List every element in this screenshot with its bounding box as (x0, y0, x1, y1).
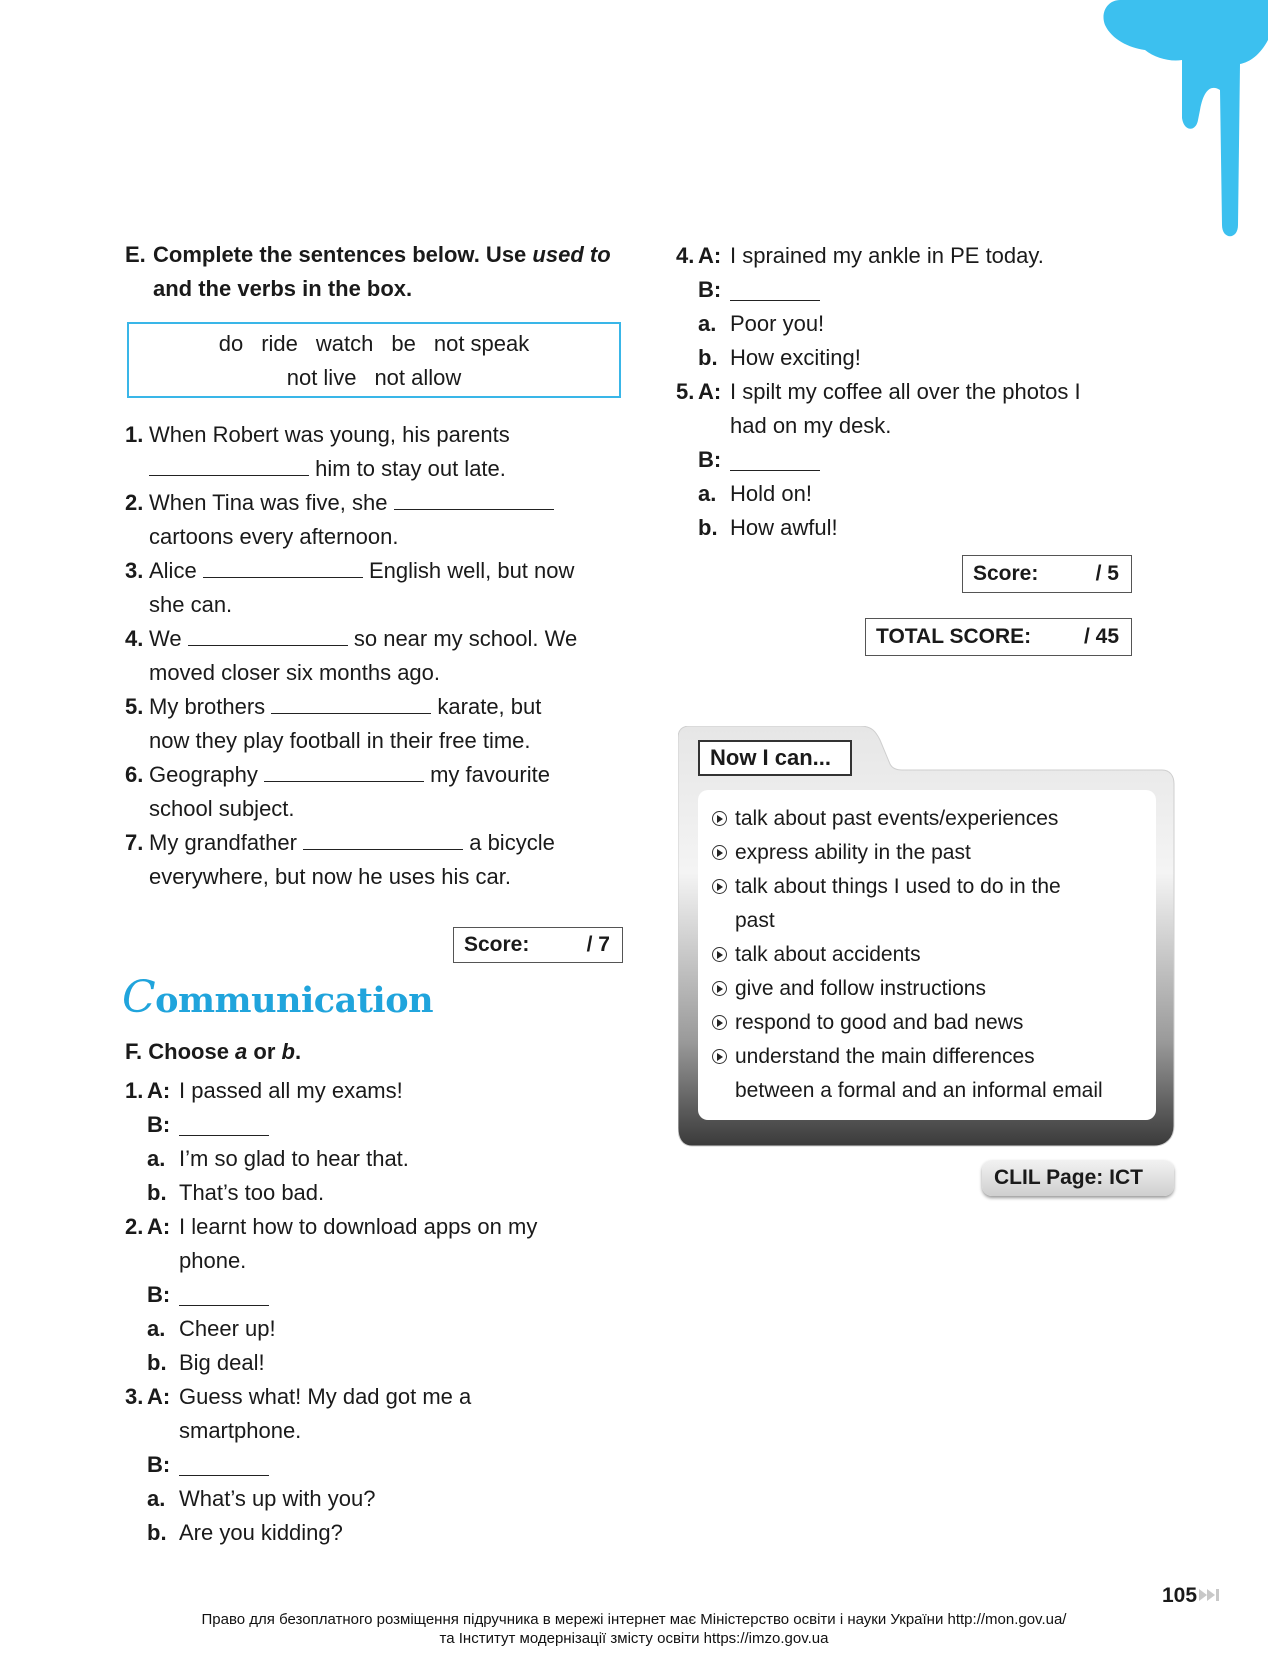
arrow-bullet-icon (712, 947, 727, 962)
can-do-text: understand the main differences (735, 1045, 1035, 1068)
footer-line-1: Право для безоплатного розміщення підручника в мережі інтернет має Міністерство освіти і науки України http://mon.gov.ua/ (201, 1611, 1067, 1628)
option-b-label: b. (147, 1180, 167, 1205)
item-number: 2. (125, 490, 144, 515)
option-a[interactable]: I’m so glad to hear that. (179, 1146, 409, 1171)
option-a-emphasis: a (235, 1039, 248, 1064)
answer-blank[interactable] (271, 693, 431, 714)
heading-initial: C (122, 972, 156, 1023)
speaker-a-line-2: had on my desk. (730, 413, 892, 438)
can-do-text: talk about accidents (735, 943, 921, 966)
item-number: 5. (125, 694, 144, 719)
item-number: 2. (125, 1214, 144, 1239)
instruction-text: Complete the sentences below. Use (153, 242, 533, 267)
speaker-a: A: (147, 1078, 171, 1103)
item-text: My grandfather (149, 830, 297, 855)
item-text: school subject. (149, 796, 295, 821)
can-do-text: respond to good and bad news (735, 1011, 1024, 1034)
speaker-a-line: I learnt how to download apps on my (179, 1214, 538, 1239)
exercise-item (125, 554, 645, 622)
option-b[interactable]: Big deal! (179, 1350, 265, 1375)
clil-page-tab[interactable]: CLIL Page: ICT (982, 1160, 1174, 1196)
option-a-label: a. (698, 311, 717, 336)
item-text: a bicycle (469, 830, 555, 855)
now-i-can-list (712, 802, 1172, 1108)
can-do-text: talk about past events/experiences (735, 807, 1059, 830)
can-do-item (712, 1040, 1172, 1108)
instruction-emphasis: used to (532, 242, 611, 267)
dialogue-list-left (125, 1074, 645, 1550)
can-do-item (712, 938, 1172, 972)
section-f-label: F. (125, 1039, 143, 1064)
answer-blank[interactable] (179, 1285, 269, 1306)
instruction-text: Choose (148, 1039, 236, 1064)
exercise-e-list (125, 418, 645, 894)
answer-blank[interactable] (730, 280, 820, 301)
speaker-a-line-2: phone. (179, 1248, 247, 1273)
section-e-instruction (125, 238, 645, 306)
speaker-a-line: Guess what! My dad got me a (179, 1384, 472, 1409)
item-text: Geography (149, 762, 258, 787)
word-box-row-2 (129, 361, 619, 395)
item-number: 1. (125, 1078, 144, 1103)
speaker-a: A: (698, 379, 722, 404)
paint-splash-decoration (1100, 0, 1268, 240)
option-a-label: a. (147, 1316, 166, 1341)
item-text: My brothers (149, 694, 266, 719)
item-number: 4. (125, 626, 144, 651)
item-text: my favourite (430, 762, 550, 787)
score-box-f (962, 555, 1132, 593)
item-number: 1. (125, 422, 144, 447)
dialogue-item (676, 239, 1146, 375)
speaker-b: B: (147, 1112, 171, 1137)
speaker-a: A: (147, 1384, 171, 1409)
can-do-item (712, 1006, 1172, 1040)
exercise-item (125, 486, 645, 554)
score-box-e (453, 927, 623, 963)
option-a[interactable]: What’s up with you? (179, 1486, 376, 1511)
arrow-bullet-icon (712, 879, 727, 894)
exercise-item (125, 758, 645, 826)
item-number: 3. (125, 558, 144, 583)
speaker-a-line: I spilt my coffee all over the photos I (730, 379, 1081, 404)
option-b[interactable]: How exciting! (730, 345, 861, 370)
item-text: moved closer six months ago. (149, 660, 441, 685)
item-text: When Robert was young, his parents (149, 422, 510, 447)
speaker-b: B: (147, 1452, 171, 1477)
option-b[interactable]: That’s too bad. (179, 1180, 325, 1205)
answer-blank[interactable] (149, 455, 309, 476)
option-a-label: a. (147, 1486, 166, 1511)
option-b[interactable]: Are you kidding? (179, 1520, 343, 1545)
item-number: 6. (125, 762, 144, 787)
speaker-a: A: (147, 1214, 171, 1239)
can-do-text: express ability in the past (735, 841, 971, 864)
answer-blank[interactable] (264, 761, 424, 782)
item-number: 3. (125, 1384, 144, 1409)
option-b-label: b. (698, 345, 718, 370)
speaker-b: B: (698, 277, 722, 302)
exercise-item (125, 690, 645, 758)
dialogue-list-right (676, 239, 1146, 545)
exercise-item (125, 826, 645, 894)
word: be (391, 331, 416, 356)
word-box (127, 322, 621, 398)
dialogue-item (125, 1074, 645, 1210)
arrow-bullet-icon (712, 845, 727, 860)
answer-blank[interactable] (179, 1115, 269, 1136)
option-b-label: b. (698, 515, 718, 540)
can-do-text: talk about things I used to do in the (735, 875, 1061, 898)
arrow-bullet-icon (712, 981, 727, 996)
item-text: everywhere, but now he uses his car. (149, 864, 511, 889)
word: watch (315, 331, 374, 356)
item-text: him to stay out late. (315, 456, 506, 481)
word: not live (286, 365, 357, 390)
arrow-bullet-icon (712, 1015, 727, 1030)
answer-blank[interactable] (730, 450, 820, 471)
can-do-item (712, 836, 1172, 870)
total-score-label: TOTAL SCORE: (876, 625, 1032, 648)
score-value: / 7 (586, 933, 610, 956)
speaker-a-line: I passed all my exams! (179, 1078, 403, 1103)
speaker-a: A: (698, 243, 722, 268)
option-a[interactable]: Hold on! (730, 481, 812, 506)
speaker-a-line: I sprained my ankle in PE today. (730, 243, 1044, 268)
word: not allow (374, 365, 462, 390)
speaker-a-line-2: smartphone. (179, 1418, 302, 1443)
can-do-text-2: between a formal and an informal email (735, 1079, 1103, 1102)
heading-rest: ommunication (155, 980, 434, 1021)
item-text: Alice (149, 558, 197, 583)
exercise-item (125, 418, 645, 486)
option-a-label: a. (147, 1146, 166, 1171)
total-score-value: / 45 (1083, 625, 1119, 648)
exercise-item (125, 622, 645, 690)
item-text: now they play football in their free time. (149, 728, 531, 753)
item-text: When Tina was five, she (149, 490, 388, 515)
instruction-text: or (247, 1039, 282, 1064)
total-score-box (865, 618, 1132, 656)
answer-blank[interactable] (303, 829, 463, 850)
item-text: We (149, 626, 182, 651)
word-box-row-1 (129, 327, 619, 361)
section-e-label: E. (125, 242, 146, 267)
answer-blank[interactable] (179, 1455, 269, 1476)
item-text: English well, but now (368, 558, 575, 583)
item-number: 4. (676, 243, 695, 268)
can-do-item (712, 870, 1172, 938)
footer-notice (0, 1610, 1268, 1648)
dialogue-item (125, 1380, 645, 1550)
fast-forward-icon (1199, 1588, 1221, 1602)
score-value: / 5 (1095, 562, 1119, 585)
item-text: so near my school. We (353, 626, 578, 651)
score-label: Score: (464, 933, 530, 956)
word: not speak (433, 331, 530, 356)
score-label: Score: (973, 562, 1039, 585)
item-text: cartoons every afternoon. (149, 524, 399, 549)
option-a[interactable]: Poor you! (730, 311, 825, 336)
option-b-label: b. (147, 1350, 167, 1375)
answer-blank[interactable] (188, 625, 348, 646)
dialogue-item (676, 375, 1146, 545)
item-number: 7. (125, 830, 144, 855)
instruction-text-2: and the verbs in the box. (153, 276, 413, 301)
option-a[interactable]: Cheer up! (179, 1316, 276, 1341)
communication-heading (122, 972, 433, 1023)
can-do-item (712, 972, 1172, 1006)
option-b-label: b. (147, 1520, 167, 1545)
word: do (218, 331, 244, 356)
can-do-item (712, 802, 1172, 836)
now-i-can-title: Now I can... (698, 740, 852, 776)
can-do-text: give and follow instructions (735, 977, 986, 1000)
page-number (1162, 1584, 1221, 1608)
item-text: she can. (149, 592, 233, 617)
item-number: 5. (676, 379, 695, 404)
dialogue-item (125, 1210, 645, 1380)
footer-line-2: та Інститут модернізації змісту освіти https://imzo.gov.ua (439, 1630, 829, 1647)
answer-blank[interactable] (394, 489, 554, 510)
page-number-text: 105 (1162, 1584, 1198, 1607)
arrow-bullet-icon (712, 811, 727, 826)
speaker-b: B: (698, 447, 722, 472)
speaker-b: B: (147, 1282, 171, 1307)
instruction-text: . (294, 1039, 302, 1064)
word: ride (261, 331, 298, 356)
item-text: karate, but (437, 694, 542, 719)
section-f-instruction (125, 1035, 301, 1069)
answer-blank[interactable] (203, 557, 363, 578)
arrow-bullet-icon (712, 1049, 727, 1064)
option-b-emphasis: b (281, 1039, 295, 1064)
option-a-label: a. (698, 481, 717, 506)
option-b[interactable]: How awful! (730, 515, 838, 540)
can-do-text-2: past (735, 909, 775, 932)
